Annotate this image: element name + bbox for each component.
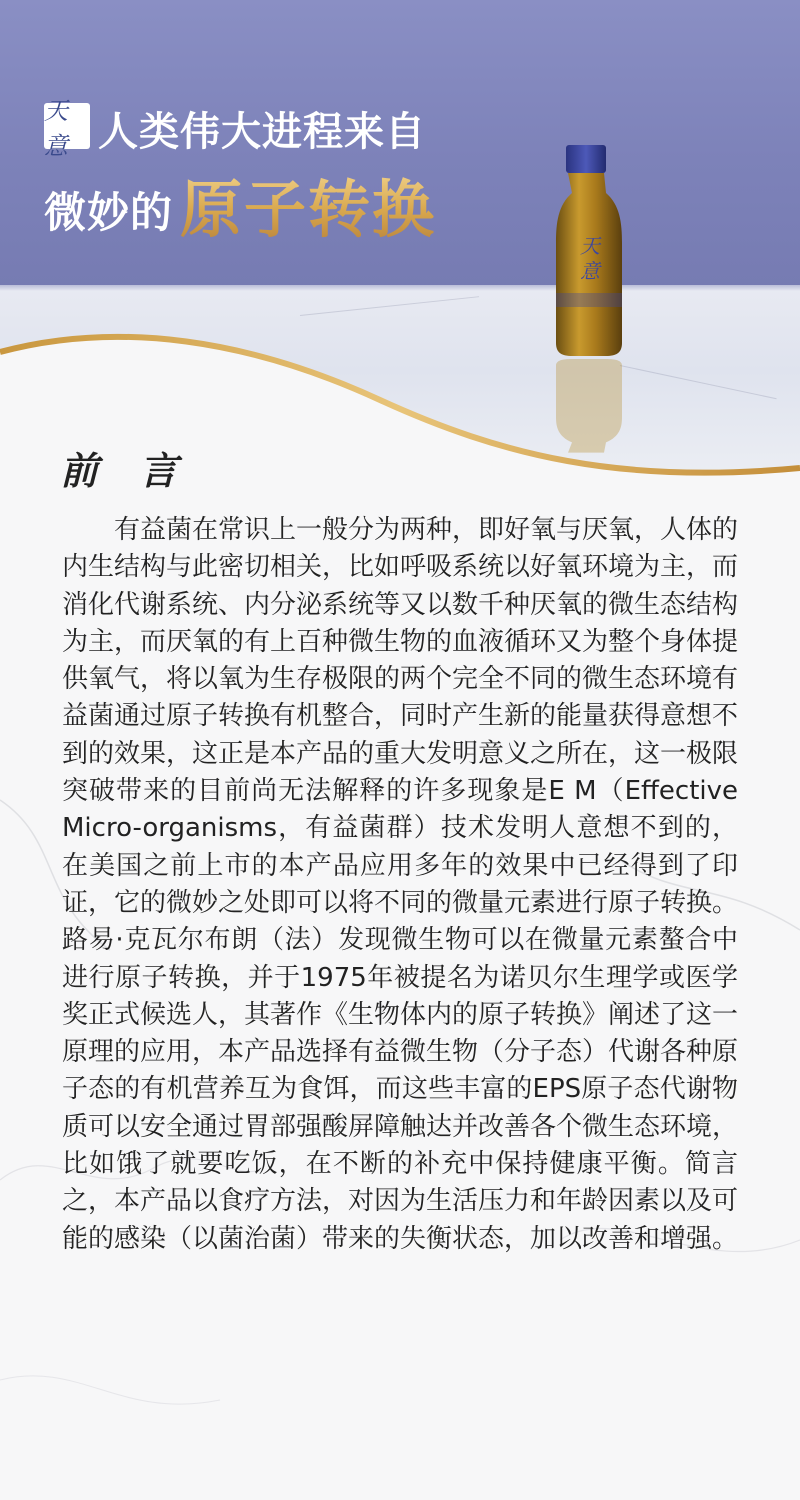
hero-title-line2-plain: 微妙的 [44,188,174,237]
brand-logo-text: 天意 [44,97,68,160]
section-body-paragraph: 有益菌在常识上一般分为两种，即好氧与厌氧，人体的内生结构与此密切相关，比如呼吸系统以好氧环境为主，而消化代谢系统、内分泌系统等又以数千种厌氧的微生态结构为主，而厌氧的有上百种微生物的血液循环又为整个身体提供氧气，将以氧为生存极限的两个完全不同的微生态环境有益菌通过原子转换有机整合，同时产生新的能量获得意想不到的效果，这正是本产品的重大发明意义之所在，这一极限突破带来的目前尚无法解释的许多现象是E M（Effective Micro-organisms，有益菌群）技术发明人意想不到的，在美国之前上市的本产品应用多年的效果中已经得到了印证，它的微妙之处即可以将不同的微量元素进行原子转换。路易·克瓦尔布朗（法）发现微生物可以在微量元素螯合中进行原子转换，并于1975年被提名为诺贝尔生理学或医学奖正式候选人，其著作《生物体内的原子转换》阐述了这一原理的应用，本产品选择有益微生物（分子态）代谢各种原子态的有机营养互为食饵，而这些丰富的EPS原子态代谢物质可以安全通过胃部强酸屏障触达并改善各个微生态环境，比如饿了就要吃饭，在不断的补充中保持健康平衡。简言之，本产品以食疗方法，对因为生活压力和年龄因素以及可能的感染（以菌治菌）带来的失衡状态，加以改善和增强。 [62,515,739,1254]
svg-text:意: 意 [580,259,600,283]
hero-title-line1: 人类伟大进程来自 [98,109,426,155]
hero-banner [0,0,800,500]
section-heading: 前 言 [60,449,192,493]
hero-title-line2-gold: 原子转换 [180,160,436,249]
svg-text:天: 天 [580,234,600,258]
brand-logo [44,97,90,160]
